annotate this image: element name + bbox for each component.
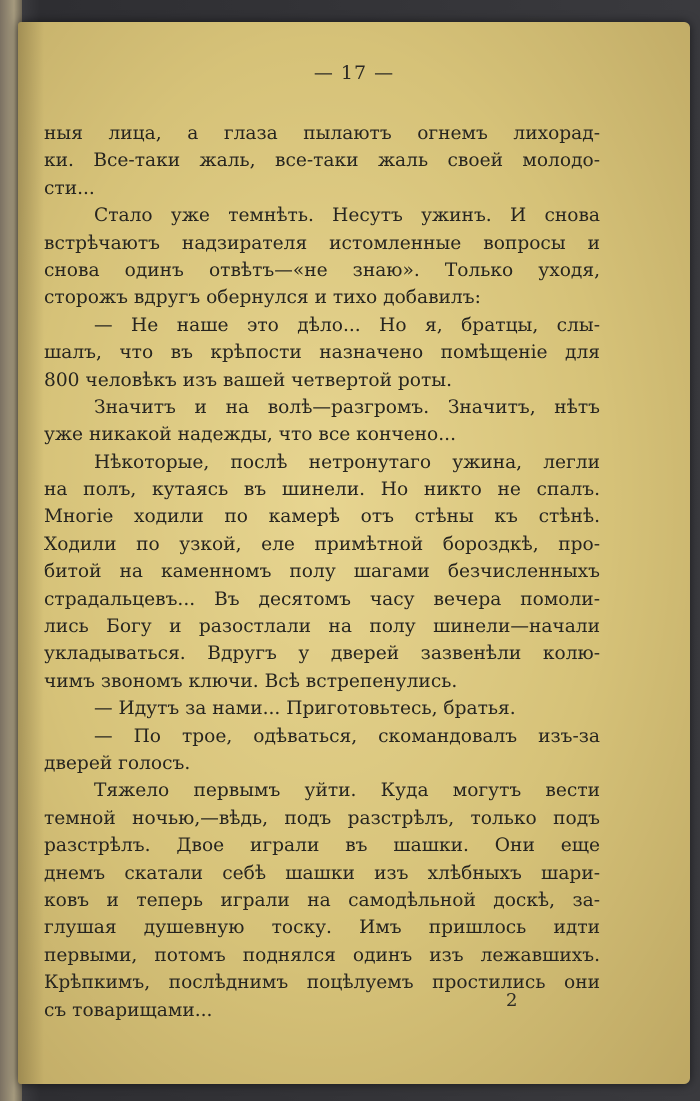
- text-line: глушая душевную тоску. Имъ пришлось идти: [44, 917, 600, 939]
- text-line: ки. Все-таки жаль, все-таки жаль своей молодо-: [44, 150, 600, 172]
- text-line: встрѣчаютъ надзирателя истомленные вопросы и: [44, 232, 600, 254]
- text-line: Тяжело первымъ уйти. Куда могутъ вести: [94, 780, 600, 802]
- text-line: дверей голосъ.: [44, 752, 191, 774]
- text-line: Многіе ходили по камерѣ отъ стѣны къ стѣнѣ.: [44, 506, 600, 528]
- book-page: [18, 22, 690, 1084]
- text-line: съ товарищами...: [44, 999, 213, 1021]
- text-line: сторожъ вдругъ обернулся и тихо добавилъ:: [44, 287, 481, 309]
- text-line: уже никакой надежды, что все кончено...: [44, 424, 456, 446]
- text-line: Нѣкоторые, послѣ нетронутаго ужина, легли: [94, 451, 600, 473]
- text-line: днемъ скатали себѣ шашки изъ хлѣбныхъ шари-: [44, 862, 600, 884]
- text-line: шалъ, что въ крѣпости назначено помѣщеніе для: [44, 342, 600, 364]
- text-line: лись Богу и разостлали на полу шинели—начали: [44, 616, 600, 638]
- text-line: Значитъ и на волѣ—разгромъ. Значитъ, нѣтъ: [94, 396, 600, 418]
- text-line: страдальцевъ... Въ десятомъ часу вечера помоли-: [44, 588, 600, 610]
- text-line: на полъ, кутаясь въ шинели. Но никто не спалъ.: [44, 479, 600, 501]
- text-line: темной ночью,—вѣдь, подъ разстрѣлъ, только подъ: [44, 807, 600, 829]
- text-line: разстрѣлъ. Двое играли въ шашки. Они еще: [44, 835, 600, 857]
- text-line: Стало уже темнѣть. Несутъ ужинъ. И снова: [94, 205, 600, 227]
- text-line: — Не наше это дѣло... Но я, братцы, слы-: [94, 314, 600, 336]
- text-line: чимъ звономъ ключи. Всѣ встрепенулись.: [44, 670, 458, 692]
- text-line: первыми, потомъ поднялся одинъ изъ лежавшихъ.: [44, 944, 600, 966]
- text-line: Крѣпкимъ, послѣднимъ поцѣлуемъ простились они: [44, 972, 600, 994]
- text-line: — По трое, одѣваться, скомандовалъ изъ-за: [94, 725, 600, 747]
- text-line: ковъ и теперь играли на самодѣльной доскѣ, за-: [44, 889, 600, 911]
- text-line: укладываться. Вдругъ у дверей зазвенѣли колю-: [44, 643, 600, 665]
- body-text: [44, 120, 600, 1024]
- text-line: ныя лица, а глаза пылаютъ огнемъ лихорад-: [44, 123, 600, 144]
- text-line: сти...: [44, 177, 95, 199]
- signature-mark: 2: [506, 990, 518, 1011]
- text-line: — Идутъ за нами... Приготовьтесь, братья.: [94, 698, 516, 720]
- text-line: Ходили по узкой, еле примѣтной бороздкѣ, про-: [44, 533, 600, 555]
- text-line: снова одинъ отвѣтъ—«не знаю». Только уходя,: [44, 259, 600, 281]
- text-line: битой на каменномъ полу шагами безчисленныхъ: [44, 561, 600, 583]
- page-number: — 17 —: [313, 62, 395, 84]
- text-line: 800 человѣкъ изъ вашей четвертой роты.: [44, 369, 453, 391]
